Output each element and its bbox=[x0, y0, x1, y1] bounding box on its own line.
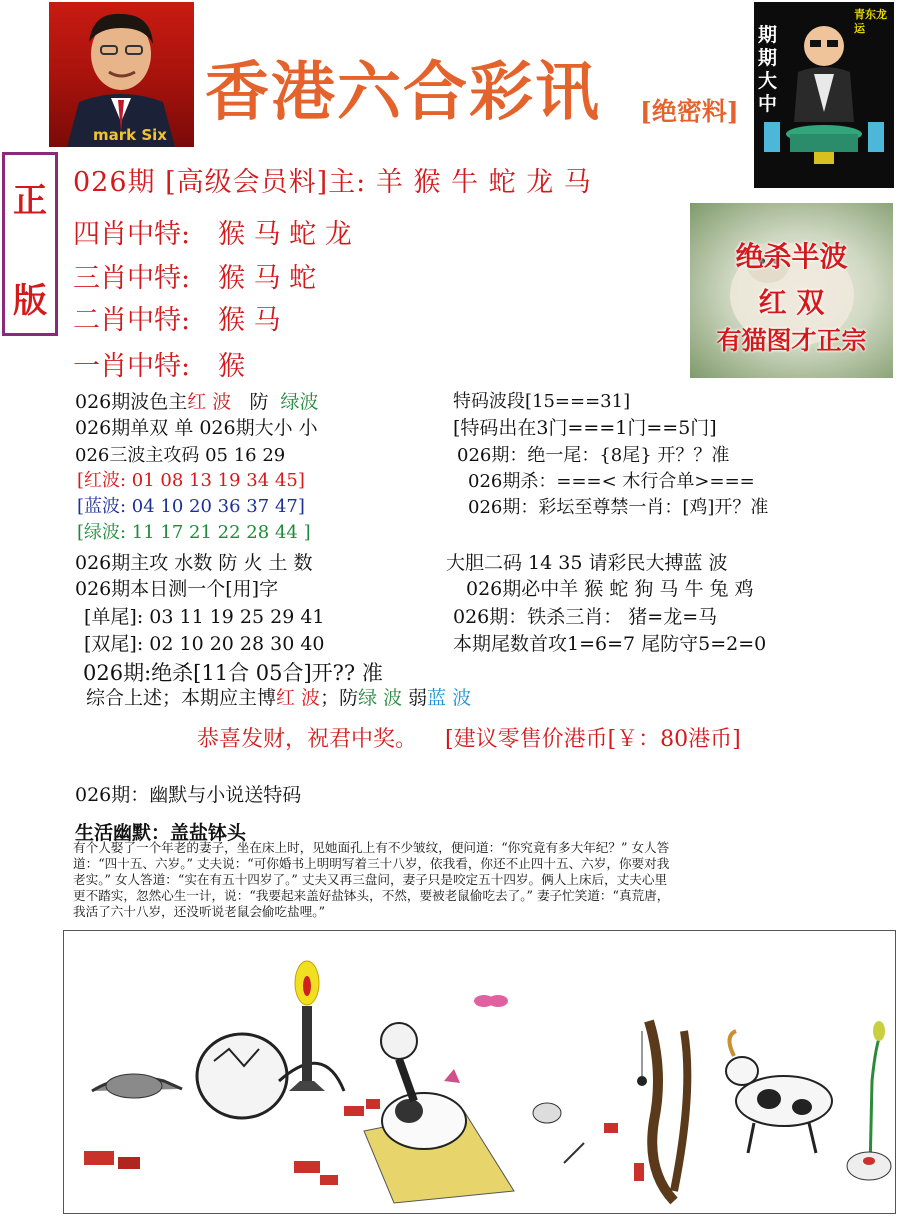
xiao-value: 猴 马 蛇 bbox=[218, 263, 317, 294]
wave-main bbox=[75, 390, 319, 414]
bowl-illustration bbox=[533, 1103, 644, 1181]
summary-text: 综合上述；本期应主博 bbox=[86, 687, 277, 709]
tail-attack-line: 本期尾数首攻1=6=7 尾防守5=2=0 bbox=[453, 633, 767, 655]
blue-wave-numbers: [蓝波: 04 10 20 36 37 47] bbox=[77, 496, 305, 517]
story-line: 道：“四十五、六岁。” 丈夫说：“可你婚书上明明写着三十八岁，依我看，你还不止四十五、六岁，你要对我 bbox=[73, 856, 670, 871]
summary-red: 红 波 bbox=[276, 687, 321, 709]
story-line: 有个人娶了一个年老的妻子，坐在床上时，见她面孔上有不少皱纹，便问道：“你究竟有多大年纪？” 女人答 bbox=[73, 840, 670, 855]
odd-even-line: 026期单双 单 026期大小 小 bbox=[75, 417, 318, 439]
tail-one-line: 026期：绝一尾：{8尾} 开？？准 bbox=[457, 445, 730, 466]
wave-guard: 防 bbox=[249, 391, 269, 413]
ban-char: 版 bbox=[13, 281, 47, 321]
lucky-banner bbox=[754, 2, 894, 188]
story-line: 我活了六十八岁，还没听说老鼠会偷吃盐哩。” bbox=[73, 904, 326, 919]
greeting-text: 恭喜发财，祝君中奖。 bbox=[197, 727, 418, 752]
cat-image-box bbox=[690, 203, 893, 378]
cat-line-1: 绝杀半波 bbox=[735, 240, 848, 273]
wave-red: 红 波 bbox=[187, 391, 232, 413]
xiao-row-3 bbox=[73, 256, 316, 295]
story-line: 老实。” 女人答道：“实在有五十四岁了。” 丈夫又再三盘问，妻子只是咬定五十四岁。俩人上床后，丈夫心里 bbox=[73, 872, 668, 887]
wave-green: 绿波 bbox=[280, 391, 319, 413]
three-wave-line: 026三波主攻码 05 16 29 bbox=[75, 445, 286, 466]
congrats-line bbox=[197, 722, 741, 753]
green-wave-numbers: [绿波: 11 17 21 22 28 44 ] bbox=[77, 522, 311, 543]
single-tail-line: [单尾]: 03 11 19 25 29 41 bbox=[84, 606, 325, 628]
wave-prefix: 026期波色主 bbox=[75, 391, 188, 413]
double-tail-line: [双尾]: 02 10 20 28 30 40 bbox=[84, 633, 325, 655]
banner-corner-text: 青东龙运 bbox=[854, 8, 887, 35]
price-text: [建议零售价港币[￥：80港币] bbox=[445, 727, 741, 752]
must-hit-line: 026期必中羊 猴 蛇 狗 马 牛 兔 鸡 bbox=[466, 578, 754, 600]
mark-six-logo: mark Six bbox=[93, 126, 167, 144]
humor-title: 026期：幽默与小说送特码 bbox=[75, 784, 302, 806]
door-line: [特码出在3门===1门==5门] bbox=[453, 417, 717, 439]
banner-vertical-text: 期期大中 bbox=[758, 24, 778, 115]
zodiac-cartoon bbox=[63, 930, 896, 1214]
xiao-label: 二肖中特: bbox=[73, 305, 191, 336]
special-range-line: 特码波段[15===31] bbox=[453, 391, 631, 412]
summary-text: ；防 bbox=[320, 687, 359, 709]
xiao-label: 四肖中特: bbox=[73, 219, 191, 250]
xiao-row-2 bbox=[73, 298, 281, 337]
summary-text: 弱 bbox=[402, 687, 428, 709]
story-line: 更不踏实，忽然心生一计，说：“我要起来盖好盐钵头，不然，要被老鼠偷吃去了。” 妻子忙笑道：“真荒唐， bbox=[73, 888, 670, 903]
bold-two-line: 大胆二码 14 35 请彩民大搏蓝 波 bbox=[446, 552, 728, 574]
xiao-value: 猴 bbox=[218, 351, 245, 382]
title-tag: [绝密料] bbox=[640, 97, 739, 126]
kill-line: 026期杀：===< 木行合单>=== bbox=[468, 471, 755, 492]
summary-blue: 蓝 波 bbox=[427, 687, 472, 709]
plant-drum-illustration bbox=[847, 1021, 891, 1180]
jue-sha-line: 026期:绝杀[11合 05合]开?? 准 bbox=[83, 661, 383, 685]
story-text bbox=[73, 840, 885, 920]
zheng-char: 正 bbox=[13, 181, 47, 221]
xiao-row-4 bbox=[73, 212, 352, 251]
summary-line bbox=[86, 686, 471, 710]
candle-illustration bbox=[289, 961, 325, 1091]
page-title: 香港六合彩讯 bbox=[205, 55, 601, 130]
goat-illustration bbox=[726, 1031, 832, 1153]
main-attack-line: 026期主攻 水数 防 火 土 数 bbox=[75, 552, 313, 574]
zheng-ban-box bbox=[2, 152, 58, 336]
daily-word-line: 026期本日测一个[用]字 bbox=[75, 578, 279, 600]
red-wave-numbers: [红波: 01 08 13 19 34 45] bbox=[77, 470, 305, 491]
cat-mat-illustration bbox=[344, 1023, 514, 1203]
xiao-label: 一肖中特: bbox=[73, 351, 191, 382]
member-headline: 026期 [高级会员料]主: 羊 猴 牛 蛇 龙 马 bbox=[73, 167, 592, 198]
host-photo bbox=[49, 2, 194, 147]
tie-sha-line: 026期：铁杀三肖： 猪=龙=马 bbox=[453, 606, 718, 628]
xiao-label: 三肖中特: bbox=[73, 263, 191, 294]
tree-spider-illustration bbox=[637, 1021, 687, 1201]
butterfly-illustration bbox=[474, 995, 508, 1007]
life-humor-title: 生活幽默：盖盐钵头 bbox=[75, 822, 247, 844]
xiao-value: 猴 马 蛇 龙 bbox=[218, 219, 352, 250]
cat-line-3: 有猫图才正宗 bbox=[716, 326, 867, 355]
xiao-row-1 bbox=[73, 344, 245, 383]
xiao-value: 猴 马 bbox=[218, 305, 281, 336]
summary-green: 绿 波 bbox=[358, 687, 403, 709]
cat-line-2: 红 双 bbox=[758, 286, 825, 319]
forbid-line: 026期：彩坛至尊禁一肖：[鸡]开？准 bbox=[468, 497, 769, 518]
